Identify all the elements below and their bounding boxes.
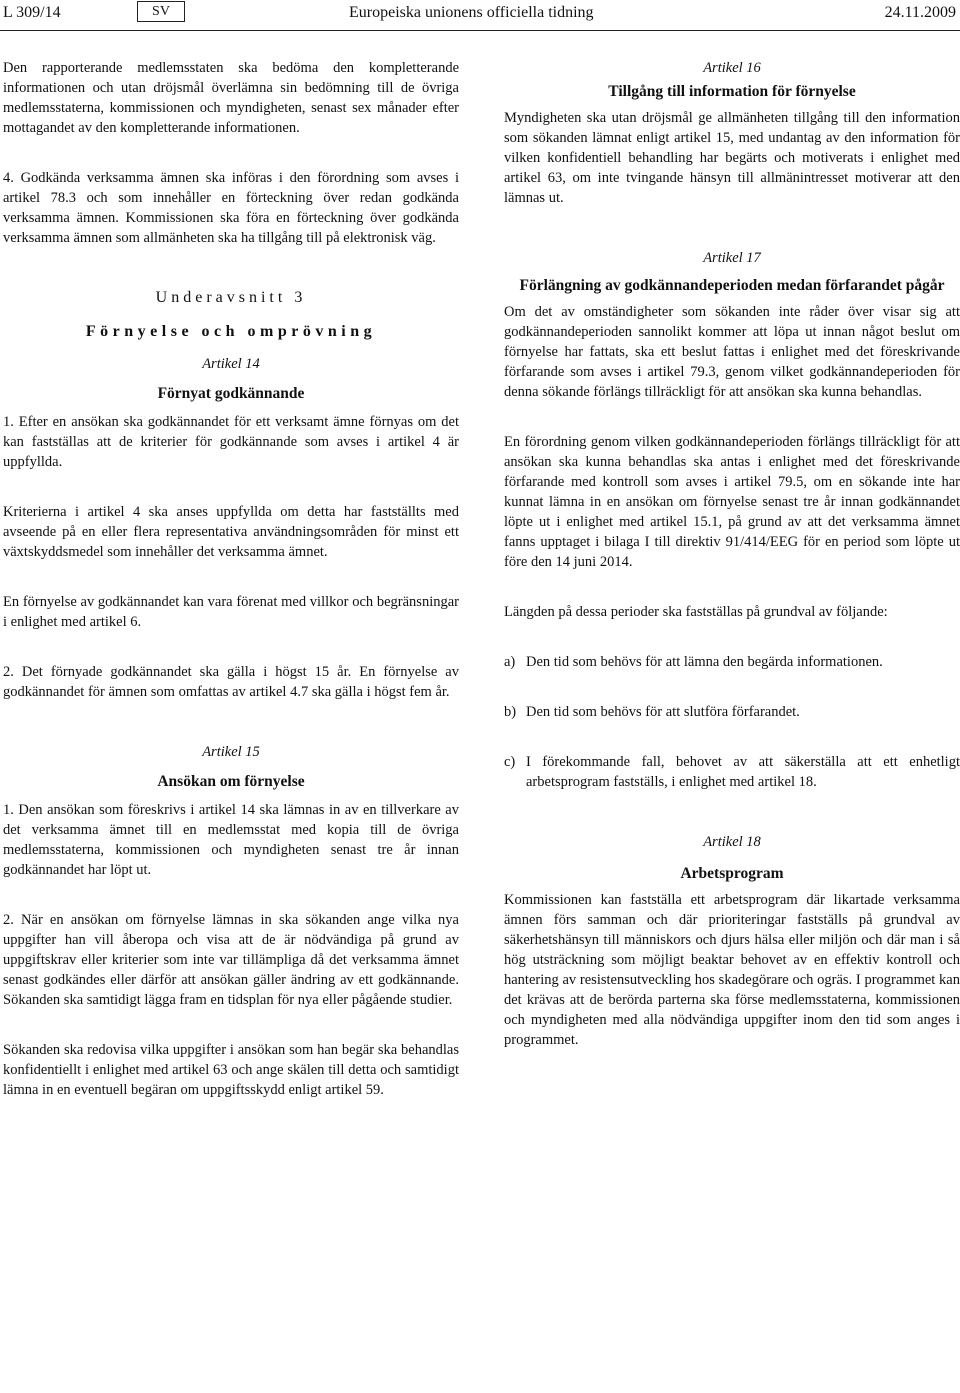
article-17-paragraph-2: En förordning genom vilken godkännandeperioden förlängs tillräckligt för att ansökan ska kunna behandlas ska antas i enlighet med det föreskrivande förfarande med kontroll som avses i artikel 79.5, om en sökande inte har kunnat lämna in en ansökan om förnyelse senast tre år innan godkännandet löpte ut i enlighet med artikel 15.1, på grund av att det verksamma ämnet fanns upptaget i bilaga I till direktiv 91/414/EEG för en period som löpte ut före den 14 juni 2014. — [504, 434, 960, 570]
list-item-label: a) — [504, 654, 516, 670]
article-16-paragraph-1: Myndigheten ska utan dröjsmål ge allmänheten tillgång till den information som sökanden lämnat enligt artikel 15, med undantag av den information för vilken konfidentiell behandling har begärts och motiverats i enlighet med artikel 63, om inte tvingande hänsyn till allmänintresset motiverar att den lämnas ut. — [504, 110, 960, 206]
article-18-title: Arbetsprogram — [680, 865, 784, 882]
list-item — [504, 752, 960, 792]
header-rule — [0, 30, 960, 31]
paragraph-4: 4. Godkända verksamma ämnen ska införas i den förordning som avses i artikel 78.3 och som innehåller en förteckning över redan godkända verksamma ämnen. Kommissionen ska föra en förteckning över godkända verksamma ämnen som allmänheten ska ha tillgång till på elektronisk väg. — [3, 170, 459, 246]
article-15-paragraph-1: 1. Den ansökan som föreskrivs i artikel 14 ska lämnas in av en tillverkare av det verksamma ämnet till en medlemsstat med kopia till de övriga medlemsstaterna, kommissionen och myndigheten senast tre år innan godkännandet har löpt ut. — [3, 802, 459, 878]
list-item-label: b) — [504, 704, 517, 720]
article-17-paragraph-3: Längden på dessa perioder ska fastställas på grundval av följande: — [504, 604, 888, 620]
article-14-title: Förnyat godkännande — [157, 385, 305, 402]
page-reference: L 309/14 — [3, 4, 61, 21]
list-item-label: c) — [504, 754, 516, 770]
article-14-paragraph-3: En förnyelse av godkännandet kan vara förenat med villkor och begränsningar i enlighet med artikel 6. — [3, 594, 459, 630]
publication-date: 24.11.2009 — [884, 4, 956, 21]
article-15-title: Ansökan om förnyelse — [157, 773, 305, 790]
right-column — [504, 58, 960, 1050]
article-14-paragraph-4: 2. Det förnyade godkännandet ska gälla i högst 15 år. En förnyelse av godkännandet för ämnen som omfattas av artikel 4.7 ska gälla i högst fem år. — [3, 664, 459, 700]
list-item — [504, 702, 960, 722]
language-badge: SV — [137, 1, 185, 22]
article-15-paragraph-2: 2. När en ansökan om förnyelse lämnas in ska sökanden ange vilka nya uppgifter han vill åberopa och visa att de är nödvändiga på grund av uppgiftskrav eller kriterier som inte var tillämpliga då det verksamma ämnet senast godkändes eller därför att ansökan gäller ändring av ett godkännande. Sökanden ska samtidigt lägga fram en tidsplan för nya eller pågående studier. — [3, 912, 459, 1008]
article-15-paragraph-3: Sökanden ska redovisa vilka uppgifter i ansökan som han begär ska behandlas konfidentiellt i enlighet med artikel 63 och ange skälen till detta och samtidigt lämna in en eventuell begäran om uppgiftsskydd enligt artikel 59. — [3, 1042, 459, 1098]
list-item — [504, 652, 960, 672]
subsection-name: Förnyelse och omprövning — [85, 323, 377, 340]
article-14-label: Artikel 14 — [202, 356, 260, 372]
article-18-paragraph-1: Kommissionen kan fastställa ett arbetsprogram där likartade verksamma ämnen förs samman och där prioriteringar fastställs på grundval av säkerhetshänsyn till människors och djurs hälsa eller miljön och där man i så hög utsträckning som möjligt beaktar behovet av en effektiv kontroll och hantering av resistensutveckling hos skadegörare och ogräs. I programmet kan det krävas att de berörda parterna ska förse medlemsstaterna, kommissionen och myndigheten med alla nödvändiga uppgifter inom den tid som anges i programmet. — [504, 892, 960, 1048]
article-17-paragraph-1: Om det av omständigheter som sökanden inte råder över visar sig att godkännandeperioden sannolikt kommer att löpa ut innan något beslut om förnyelse har fattats, ska ett beslut fattas i enlighet med det föreskrivande förfarande som avses i artikel 79.3, genom vilket godkännandeperioden för denna sökande förlängs tillräckligt för att ansökan ska kunna behandlas. — [504, 304, 960, 400]
list-item-text: Den tid som behövs för att lämna den begärda informationen. — [526, 654, 883, 670]
list-item-text: Den tid som behövs för att slutföra förfarandet. — [526, 704, 800, 720]
article-15-label: Artikel 15 — [202, 744, 260, 760]
article-17-title: Förlängning av godkännandeperioden medan förfarandet pågår — [519, 277, 945, 294]
article-16-label: Artikel 16 — [703, 60, 761, 76]
intro-paragraph: Den rapporterande medlemsstaten ska bedöma den kompletterande informationen och utan dröjsmål överlämna sin bedömning till de övriga medlemsstaterna, kommissionen och myndigheten, senast sex månader efter mottagandet av den kompletterande informationen. — [3, 60, 459, 136]
article-14-paragraph-2: Kriterierna i artikel 4 ska anses uppfyllda om detta har fastställts med avseende på en eller flera representativa användningsområden för minst ett växtskyddsmedel som innehåller det verksamma ämnet. — [3, 504, 459, 560]
subsection-label: Underavsnitt 3 — [155, 289, 307, 306]
article-16-title: Tillgång till information för förnyelse — [608, 83, 856, 100]
article-18-label: Artikel 18 — [703, 834, 761, 850]
article-14-paragraph-1: 1. Efter en ansökan ska godkännandet för ett verksamt ämne förnyas om det kan fastställas att de kriterier för godkännande som avses i artikel 4 är uppfyllda. — [3, 414, 459, 470]
left-column — [3, 58, 459, 1100]
list-item-text: I förekommande fall, behovet av att säkerställa att ett enhetligt arbetsprogram fastställs, i enlighet med artikel 18. — [526, 754, 960, 790]
journal-title: Europeiska unionens officiella tidning — [349, 4, 594, 21]
article-17-label: Artikel 17 — [703, 250, 761, 266]
page-header — [0, 0, 960, 26]
